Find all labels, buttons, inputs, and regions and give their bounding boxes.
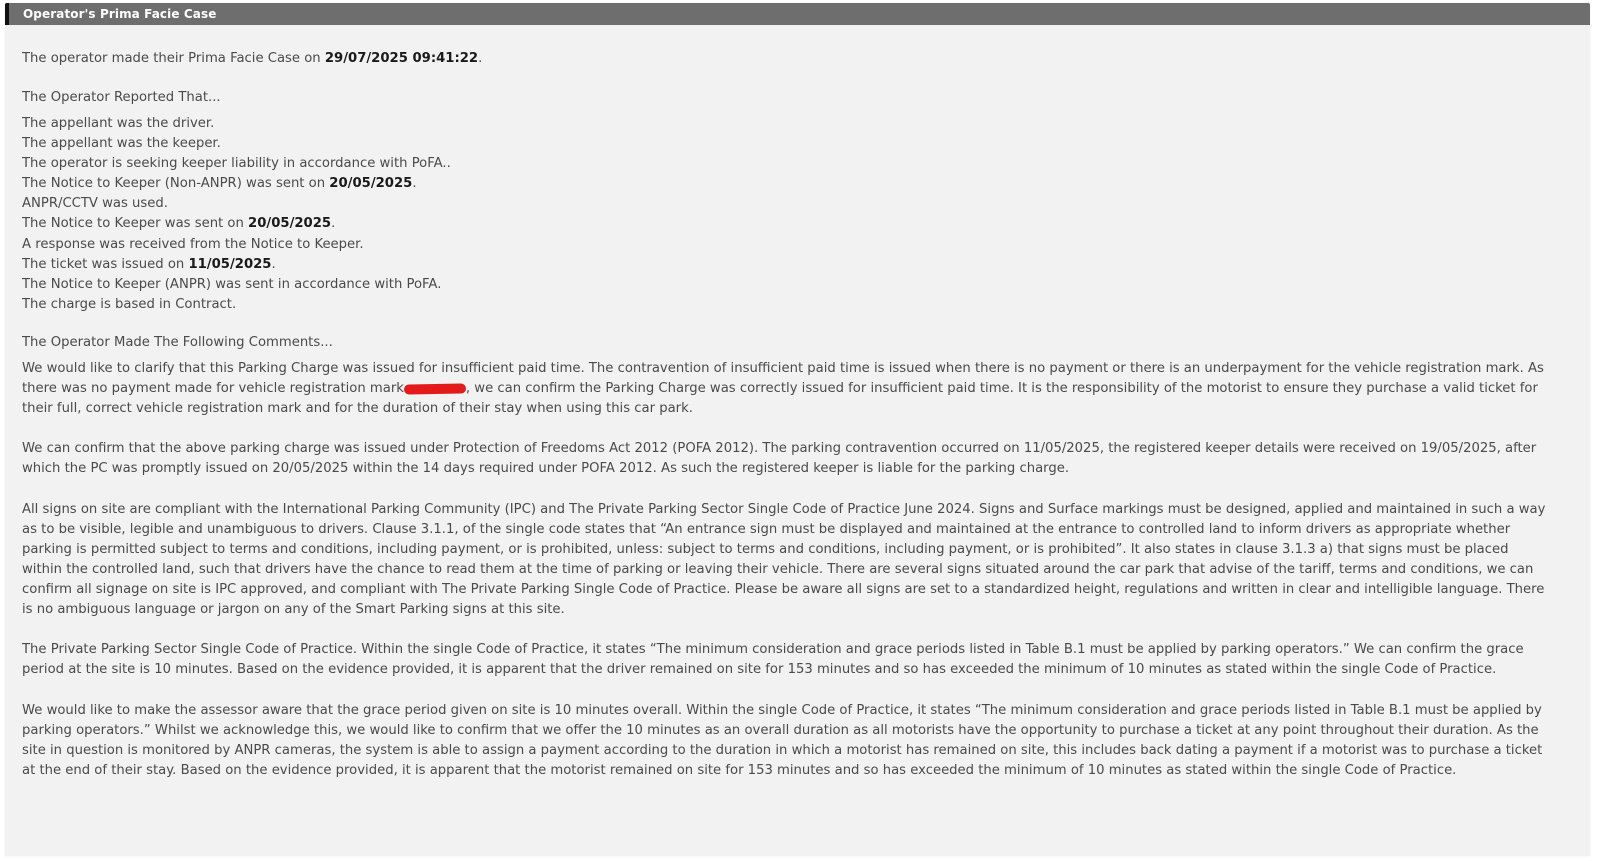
reported-item-text: The appellant was the driver.: [22, 116, 215, 131]
reported-item: [22, 235, 451, 255]
comment-paragraph: All signs on site are compliant with the International Parking Community (IPC) and The Private Parking Sector Single Code of Practice June 2024. Signs and Surface markings must be designed, applied and maintained in such a way as to be visible, legible and unambiguous to drivers. Clause 3.1.1, of the single code states that “An entrance sign must be displayed and maintained at the entrance to controlled land to inform drivers as appropriate whether parking is permitted subject to terms and conditions, including payment, or is prohibited, unless: subject to terms and conditions, including payment, or is prohibited”. It also states in clause 3.1.3 a) that signs must be placed within the controlled land, such that drivers have the chance to read them at the time of parking or leaving their vehicle. There are several signs situated around the car park that advise of the tariff, terms and conditions, we can confirm all signage on site is IPC approved, and compliant with The Private Parking Single Code of Practice. Please be aware all signs are set to a standardized height, regulations and written in clear and intelligible language. There is no ambiguous language or jargon on any of the Smart Parking signs at this site.: [22, 501, 1546, 618]
reported-item: [22, 134, 451, 154]
comment-paragraph: The Private Parking Sector Single Code of Practice. Within the single Code of Practice, it states “The minimum consideration and grace periods listed in Table B.1 must be applied by parking operators.” We can confirm the grace period at the site is 10 minutes. Based on the evidence provided, it is apparent that the driver remained on site for 153 minutes and so has exceeded the minimum of 10 minutes as stated within the single Code of Practice.: [22, 642, 1524, 678]
reported-item-text: ANPR/CCTV was used.: [22, 196, 168, 212]
made-datetime: 29/07/2025 09:41:22: [324, 51, 479, 66]
reported-item: [22, 194, 451, 214]
reported-item-text: The operator is seeking keeper liability in accordance with PoFA..: [22, 156, 451, 172]
reported-item: [22, 174, 451, 194]
operator-comments: [22, 359, 1552, 801]
comments-heading: The Operator Made The Following Comments...: [22, 335, 333, 350]
comment-p1-before: We would like to clarify that this Parking Charge was issued for insufficient paid time. The contravention of insufficient paid time is issued when there is no payment or there is an underpayment for the vehicle registration mark. As there was no payment made for vehicle registration mark: [22, 361, 1544, 397]
made-prefix: The operator made their Prima Facie Case on: [22, 51, 325, 66]
reported-item-after: .: [331, 216, 336, 232]
reported-item-text: The Notice to Keeper was sent on: [22, 216, 249, 232]
panel-title: Operator's Prima Facie Case: [23, 7, 217, 21]
reported-item-text: The appellant was the keeper.: [22, 136, 221, 152]
reported-item: [22, 275, 451, 295]
reported-item-date: 20/05/2025: [248, 216, 332, 232]
prima-facie-date-line: [22, 49, 482, 69]
prima-facie-panel: [5, 3, 1590, 856]
reported-item-text: A response was received from the Notice to Keeper.: [22, 236, 364, 252]
comment-paragraph: [22, 359, 1552, 419]
panel-header: [5, 3, 1590, 25]
reported-item: [22, 154, 451, 174]
reported-item: [22, 114, 451, 134]
made-suffix: .: [478, 51, 483, 66]
reported-item-after: .: [412, 176, 417, 192]
reported-item: [22, 295, 451, 315]
reported-list: [22, 114, 451, 315]
comment-p1-after: , we can confirm the Parking Charge was correctly issued for insufficient paid time. It is the responsibility of the motorist to ensure they purchase a valid ticket for their full, correct vehicle registration mark and for the duration of their stay when using this car park.: [22, 381, 1538, 417]
reported-item-date: 20/05/2025: [329, 176, 413, 192]
reported-item-date: 11/05/2025: [188, 256, 272, 272]
comment-paragraph: We would like to make the assessor aware that the grace period given on site is 10 minutes overall. Within the single Code of Practice, it states “The minimum consideration and grace periods listed in Table B.1 must be applied by parking operators.” Whilst we acknowledge this, we would like to confirm that we offer the 10 minutes as an overall duration as all motorists have the opportunity to purchase a ticket at any point throughout their duration. As the site in question is monitored by ANPR cameras, the system is able to assign a payment according to the duration in which a motorist has remained on site, this includes back dating a payment if a motorist was to purchase a ticket at the end of their stay. Based on the evidence provided, it is apparent that the motorist remained on site for 153 minutes and so has exceeded the minimum of 10 minutes as stated within the single Code of Practice.: [22, 702, 1543, 778]
reported-item-text: The ticket was issued on: [22, 256, 189, 272]
reported-item-after: .: [271, 256, 276, 272]
reported-item: [22, 255, 451, 275]
comment-paragraph: We can confirm that the above parking charge was issued under Protection of Freedoms Act 2012 (POFA 2012). The parking contravention occurred on 11/05/2025, the registered keeper details were received on 19/05/2025, after which the PC was promptly issued on 20/05/2025 within the 14 days required under POFA 2012. As such the registered keeper is liable for the parking charge.: [22, 441, 1537, 477]
reported-item: [22, 214, 451, 234]
reported-heading: The Operator Reported That...: [22, 90, 221, 105]
reported-item-text: The Notice to Keeper (Non-ANPR) was sent on: [22, 176, 330, 192]
reported-item-text: The Notice to Keeper (ANPR) was sent in accordance with PoFA.: [22, 276, 442, 292]
redaction-mark: [404, 384, 466, 395]
reported-item-text: The charge is based in Contract.: [22, 296, 237, 312]
